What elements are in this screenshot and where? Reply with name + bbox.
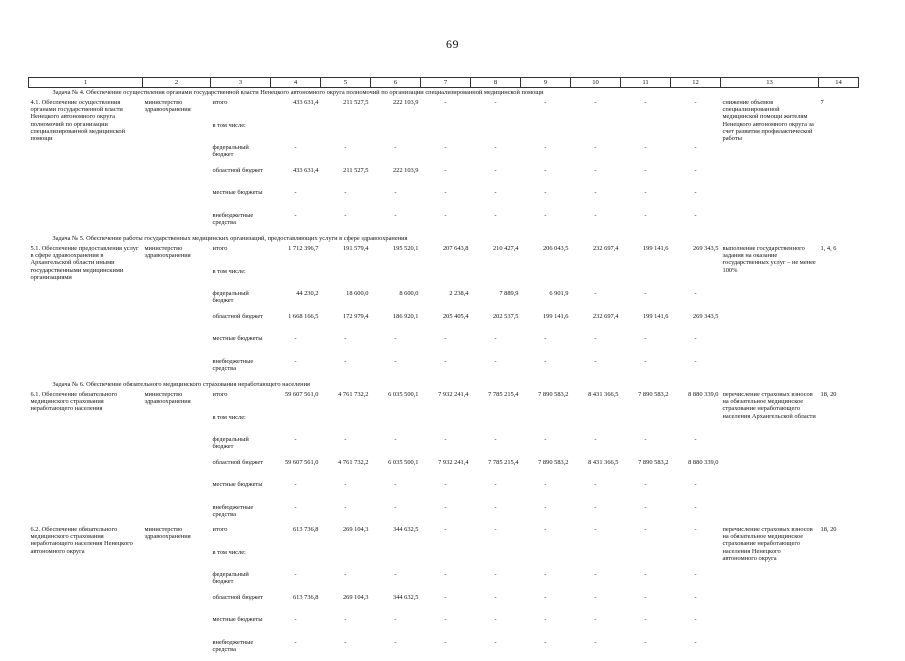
amount-cell — [471, 414, 521, 437]
amount-cell: - — [671, 436, 721, 459]
amount-cell: - — [471, 335, 521, 358]
amount-cell: 199 141,6 — [521, 313, 571, 336]
amount-cell: - — [371, 436, 421, 459]
amount-cell: 7 890 583,2 — [521, 459, 571, 482]
amount-cell: 6 035 500,1 — [371, 459, 421, 482]
amount-cell: 222 103,9 — [371, 167, 421, 190]
amount-cell — [621, 122, 671, 145]
amount-cell — [421, 122, 471, 145]
amount-cell — [421, 549, 471, 572]
amount-cell: - — [621, 335, 671, 358]
task-heading: Задача № 6. Обеспечение обязательного медицинского страхования неработающего населения — [29, 380, 859, 391]
amount-cell: - — [471, 571, 521, 594]
amount-cell: - — [421, 167, 471, 190]
amount-cell: - — [421, 144, 471, 167]
column-header-8: 8 — [471, 78, 521, 88]
amount-cell: 6 035 500,1 — [371, 391, 421, 414]
amount-cell: - — [321, 571, 371, 594]
amount-cell: - — [371, 144, 421, 167]
amount-cell: - — [621, 504, 671, 527]
funding-source: местные бюджеты — [211, 481, 271, 504]
amount-cell — [421, 268, 471, 291]
amount-cell: - — [571, 358, 621, 381]
amount-cell: 44 230,2 — [271, 290, 321, 313]
funding-row — [29, 526, 859, 549]
amount-cell: - — [471, 616, 521, 639]
amount-cell: - — [621, 526, 671, 549]
amount-cell: 206 043,5 — [521, 245, 571, 268]
amount-cell — [521, 268, 571, 291]
amount-cell: - — [371, 616, 421, 639]
amount-cell: - — [521, 189, 571, 212]
amount-cell: - — [521, 358, 571, 381]
amount-cell: - — [421, 594, 471, 617]
amount-cell: - — [371, 504, 421, 527]
amount-cell: - — [321, 616, 371, 639]
amount-cell: - — [571, 212, 621, 235]
amount-cell: - — [621, 436, 671, 459]
amount-cell: - — [471, 481, 521, 504]
amount-cell: 7 785 215,4 — [471, 459, 521, 482]
amount-cell: - — [471, 212, 521, 235]
amount-cell — [571, 122, 621, 145]
amount-cell: - — [571, 504, 621, 527]
amount-cell: - — [571, 594, 621, 617]
funding-source: областной бюджет — [211, 459, 271, 482]
amount-cell: - — [271, 436, 321, 459]
amount-cell: - — [471, 144, 521, 167]
amount-cell — [271, 549, 321, 572]
amount-cell: - — [471, 594, 521, 617]
amount-cell: - — [471, 526, 521, 549]
column-header-3: 3 — [211, 78, 271, 88]
amount-cell — [571, 549, 621, 572]
amount-cell: - — [621, 167, 671, 190]
column-header-14: 14 — [819, 78, 859, 88]
amount-cell: 344 632,5 — [371, 526, 421, 549]
amount-cell: - — [521, 504, 571, 527]
amount-cell: - — [521, 594, 571, 617]
amount-cell — [321, 122, 371, 145]
amount-cell: - — [571, 99, 621, 122]
amount-cell: 7 932 241,4 — [421, 391, 471, 414]
amount-cell: - — [421, 436, 471, 459]
task-heading: Задача № 4. Обеспечение осуществления органами государственной власти Ненецкого автономного округа полномочий по организации специализированной медицинской помощи — [29, 88, 859, 100]
amount-cell: - — [471, 99, 521, 122]
amount-cell: 18 600,0 — [321, 290, 371, 313]
amount-cell: 8 431 366,5 — [571, 459, 621, 482]
amount-cell: - — [571, 144, 621, 167]
amount-cell — [321, 268, 371, 291]
amount-cell: - — [521, 335, 571, 358]
amount-cell: - — [471, 504, 521, 527]
amount-cell: - — [671, 358, 721, 381]
amount-cell — [321, 414, 371, 437]
amount-cell — [521, 414, 571, 437]
amount-cell: - — [471, 358, 521, 381]
amount-cell: 191 579,4 — [321, 245, 371, 268]
amount-cell: - — [421, 571, 471, 594]
amount-cell — [321, 549, 371, 572]
amount-cell: 211 527,5 — [321, 167, 371, 190]
amount-cell: - — [671, 594, 721, 617]
amount-cell: - — [371, 189, 421, 212]
amount-cell: - — [571, 290, 621, 313]
amount-cell: - — [271, 144, 321, 167]
amount-cell: - — [621, 189, 671, 212]
funding-source: местные бюджеты — [211, 335, 271, 358]
amount-cell: - — [421, 212, 471, 235]
amount-cell — [271, 122, 321, 145]
amount-cell: - — [671, 99, 721, 122]
amount-cell: 195 520,1 — [371, 245, 421, 268]
amount-cell: 199 141,6 — [621, 313, 671, 336]
task-heading-row — [29, 88, 859, 100]
indicator-reference: 18, 20 — [819, 391, 859, 526]
column-header-9: 9 — [521, 78, 571, 88]
column-header-10: 10 — [571, 78, 621, 88]
amount-cell: - — [371, 335, 421, 358]
amount-cell: - — [521, 571, 571, 594]
amount-cell: 7 890 583,2 — [521, 391, 571, 414]
amount-cell: - — [421, 481, 471, 504]
amount-cell: - — [671, 212, 721, 235]
amount-cell — [471, 122, 521, 145]
funding-source: областной бюджет — [211, 313, 271, 336]
amount-cell: 8 880 339,0 — [671, 459, 721, 482]
amount-cell: 8 431 366,5 — [571, 391, 621, 414]
amount-cell: - — [621, 616, 671, 639]
expected-result: перечисление страховых взносов на обязательное медицинское страхование неработающего населения Ненецкого автономного округа — [721, 526, 819, 661]
funding-source: внебюджетные средства — [211, 212, 271, 235]
amount-cell: 210 427,4 — [471, 245, 521, 268]
measure-description: 5.1. Обеспечение предоставления услуг в сфере здравоохранения в Архангельской области иными государственными медицинскими организациями — [29, 245, 143, 380]
funding-source: федеральный бюджет — [211, 571, 271, 594]
column-header-2: 2 — [143, 78, 211, 88]
amount-cell — [271, 268, 321, 291]
amount-cell — [471, 268, 521, 291]
column-header-13: 13 — [721, 78, 819, 88]
funding-source: в том числе: — [211, 414, 271, 437]
amount-cell: 4 761 732,2 — [321, 391, 371, 414]
measure-description: 6.2. Обеспечение обязательного медицинского страхования неработающего населения Ненецкого автономного округа — [29, 526, 143, 661]
funding-source: итого — [211, 391, 271, 414]
funding-source: итого — [211, 245, 271, 268]
amount-cell: 2 238,4 — [421, 290, 471, 313]
amount-cell: - — [671, 639, 721, 661]
amount-cell: - — [571, 571, 621, 594]
amount-cell: - — [621, 481, 671, 504]
amount-cell: - — [571, 639, 621, 661]
amount-cell: 344 632,5 — [371, 594, 421, 617]
amount-cell: - — [621, 290, 671, 313]
column-header-5: 5 — [321, 78, 371, 88]
amount-cell: 613 736,8 — [271, 594, 321, 617]
column-header-4: 4 — [271, 78, 321, 88]
amount-cell: - — [421, 639, 471, 661]
executor: министерство здравоохранения — [143, 526, 211, 661]
amount-cell: - — [321, 335, 371, 358]
funding-source: в том числе: — [211, 549, 271, 572]
amount-cell: 1 668 166,5 — [271, 313, 321, 336]
amount-cell: 59 607 561,0 — [271, 391, 321, 414]
amount-cell: - — [671, 144, 721, 167]
amount-cell: 186 920,1 — [371, 313, 421, 336]
amount-cell — [271, 414, 321, 437]
page-number: 69 — [0, 37, 905, 52]
amount-cell: - — [671, 526, 721, 549]
program-table — [28, 77, 859, 661]
measure-description: 4.1. Обеспечение осуществления органами государственной власти Ненецкого автономного округа полномочий по организации специализированной медицинской помощи — [29, 99, 143, 234]
amount-cell: 269 343,5 — [671, 245, 721, 268]
amount-cell: - — [621, 571, 671, 594]
amount-cell: 199 141,6 — [621, 245, 671, 268]
amount-cell: - — [271, 616, 321, 639]
amount-cell: - — [271, 335, 321, 358]
amount-cell: - — [321, 358, 371, 381]
funding-source: внебюджетные средства — [211, 639, 271, 661]
amount-cell: - — [421, 189, 471, 212]
funding-source: в том числе: — [211, 268, 271, 291]
task-heading: Задача № 5. Обеспечение работы государственных медицинских организаций, предоставляющих услуги в сфере здравоохранения — [29, 234, 859, 245]
amount-cell: - — [621, 99, 671, 122]
amount-cell: - — [521, 167, 571, 190]
amount-cell: 232 697,4 — [571, 245, 621, 268]
amount-cell: - — [521, 144, 571, 167]
amount-cell: - — [371, 212, 421, 235]
amount-cell: - — [571, 481, 621, 504]
amount-cell: 211 527,5 — [321, 99, 371, 122]
amount-cell: 222 103,9 — [371, 99, 421, 122]
funding-source: итого — [211, 99, 271, 122]
amount-cell: 4 761 732,2 — [321, 459, 371, 482]
amount-cell — [371, 122, 421, 145]
amount-cell — [671, 122, 721, 145]
amount-cell: 59 607 561,0 — [271, 459, 321, 482]
funding-row — [29, 99, 859, 122]
amount-cell: - — [671, 290, 721, 313]
indicator-reference: 1, 4, 6 — [819, 245, 859, 380]
amount-cell — [671, 268, 721, 291]
task-heading-row — [29, 380, 859, 391]
amount-cell: - — [671, 616, 721, 639]
amount-cell: - — [421, 526, 471, 549]
task-heading-row — [29, 234, 859, 245]
measure-description: 6.1. Обеспечение обязательного медицинского страхования неработающего населения — [29, 391, 143, 526]
amount-cell: - — [321, 504, 371, 527]
amount-cell: 7 932 241,4 — [421, 459, 471, 482]
funding-source: местные бюджеты — [211, 189, 271, 212]
amount-cell — [621, 268, 671, 291]
executor: министерство здравоохранения — [143, 99, 211, 234]
amount-cell: - — [571, 436, 621, 459]
column-header-7: 7 — [421, 78, 471, 88]
amount-cell: - — [521, 212, 571, 235]
funding-row — [29, 245, 859, 268]
amount-cell: - — [421, 616, 471, 639]
amount-cell: - — [521, 436, 571, 459]
amount-cell: 433 631,4 — [271, 99, 321, 122]
funding-source: областной бюджет — [211, 167, 271, 190]
amount-cell: - — [371, 481, 421, 504]
amount-cell: 6 901,9 — [521, 290, 571, 313]
amount-cell: 613 736,8 — [271, 526, 321, 549]
amount-cell: - — [271, 212, 321, 235]
amount-cell: - — [421, 99, 471, 122]
amount-cell: - — [521, 481, 571, 504]
amount-cell: - — [421, 335, 471, 358]
amount-cell: - — [571, 526, 621, 549]
amount-cell: - — [321, 436, 371, 459]
amount-cell: 269 104,3 — [321, 594, 371, 617]
amount-cell: - — [521, 616, 571, 639]
expected-result: выполнение государственного задания на оказание государственных услуг – не менее 100% — [721, 245, 819, 380]
funding-row — [29, 391, 859, 414]
amount-cell: 172 979,4 — [321, 313, 371, 336]
amount-cell — [671, 414, 721, 437]
funding-source: федеральный бюджет — [211, 144, 271, 167]
amount-cell: - — [271, 504, 321, 527]
amount-cell — [371, 549, 421, 572]
amount-cell: - — [521, 639, 571, 661]
column-header-12: 12 — [671, 78, 721, 88]
amount-cell — [521, 122, 571, 145]
amount-cell: - — [321, 481, 371, 504]
amount-cell: - — [671, 335, 721, 358]
column-header-6: 6 — [371, 78, 421, 88]
amount-cell: - — [371, 358, 421, 381]
amount-cell — [571, 268, 621, 291]
amount-cell: 232 697,4 — [571, 313, 621, 336]
funding-source: федеральный бюджет — [211, 290, 271, 313]
amount-cell: - — [471, 167, 521, 190]
amount-cell: - — [271, 481, 321, 504]
funding-source: в том числе: — [211, 122, 271, 145]
indicator-reference: 7 — [819, 99, 859, 234]
amount-cell: - — [321, 639, 371, 661]
amount-cell — [671, 549, 721, 572]
amount-cell: - — [671, 189, 721, 212]
amount-cell: - — [571, 616, 621, 639]
column-header-1: 1 — [29, 78, 143, 88]
amount-cell: - — [371, 639, 421, 661]
amount-cell: - — [621, 639, 671, 661]
table-body — [29, 78, 859, 661]
amount-cell: - — [621, 358, 671, 381]
funding-source: итого — [211, 526, 271, 549]
amount-cell: - — [271, 639, 321, 661]
amount-cell: 433 631,4 — [271, 167, 321, 190]
amount-cell: - — [471, 436, 521, 459]
amount-cell: - — [671, 571, 721, 594]
amount-cell: 8 600,0 — [371, 290, 421, 313]
executor: министерство здравоохранения — [143, 391, 211, 526]
amount-cell: - — [571, 335, 621, 358]
amount-cell: - — [321, 144, 371, 167]
amount-cell — [621, 414, 671, 437]
expected-result: перечисление страховых взносов на обязательное медицинское страхование неработающего населения Архангельской области — [721, 391, 819, 526]
amount-cell: - — [321, 189, 371, 212]
funding-source: федеральный бюджет — [211, 436, 271, 459]
amount-cell: - — [571, 189, 621, 212]
amount-cell — [421, 414, 471, 437]
amount-cell — [371, 414, 421, 437]
amount-cell: - — [371, 571, 421, 594]
amount-cell: - — [421, 358, 471, 381]
amount-cell: 7 890 583,2 — [621, 391, 671, 414]
amount-cell: 7 889,9 — [471, 290, 521, 313]
amount-cell: - — [621, 144, 671, 167]
funding-source: местные бюджеты — [211, 616, 271, 639]
amount-cell: - — [671, 167, 721, 190]
amount-cell: - — [571, 167, 621, 190]
amount-cell: 1 712 396,7 — [271, 245, 321, 268]
amount-cell — [371, 268, 421, 291]
amount-cell: 7 890 583,2 — [621, 459, 671, 482]
amount-cell: - — [521, 99, 571, 122]
amount-cell: - — [271, 571, 321, 594]
amount-cell — [471, 549, 521, 572]
amount-cell: - — [671, 504, 721, 527]
funding-source: областной бюджет — [211, 594, 271, 617]
expected-result: снижение объемов специализированной медицинской помощи жителям Ненецкого автономного округа за счет развития профилактической работы — [721, 99, 819, 234]
indicator-reference: 18, 20 — [819, 526, 859, 661]
amount-cell: - — [621, 594, 671, 617]
amount-cell — [571, 414, 621, 437]
amount-cell: 205 405,4 — [421, 313, 471, 336]
amount-cell: - — [521, 526, 571, 549]
amount-cell: - — [271, 189, 321, 212]
amount-cell: - — [271, 358, 321, 381]
column-header-11: 11 — [621, 78, 671, 88]
amount-cell — [621, 549, 671, 572]
amount-cell: - — [321, 212, 371, 235]
amount-cell: 207 643,8 — [421, 245, 471, 268]
amount-cell: - — [421, 504, 471, 527]
amount-cell: - — [671, 481, 721, 504]
amount-cell: 8 880 339,0 — [671, 391, 721, 414]
executor: министерство здравоохранения — [143, 245, 211, 380]
amount-cell: - — [471, 189, 521, 212]
funding-source: внебюджетные средства — [211, 504, 271, 527]
amount-cell: - — [621, 212, 671, 235]
column-number-header — [29, 78, 859, 88]
amount-cell: 269 104,3 — [321, 526, 371, 549]
amount-cell — [521, 549, 571, 572]
amount-cell: 7 785 215,4 — [471, 391, 521, 414]
amount-cell: - — [471, 639, 521, 661]
amount-cell: 202 537,5 — [471, 313, 521, 336]
amount-cell: 269 343,5 — [671, 313, 721, 336]
funding-source: внебюджетные средства — [211, 358, 271, 381]
